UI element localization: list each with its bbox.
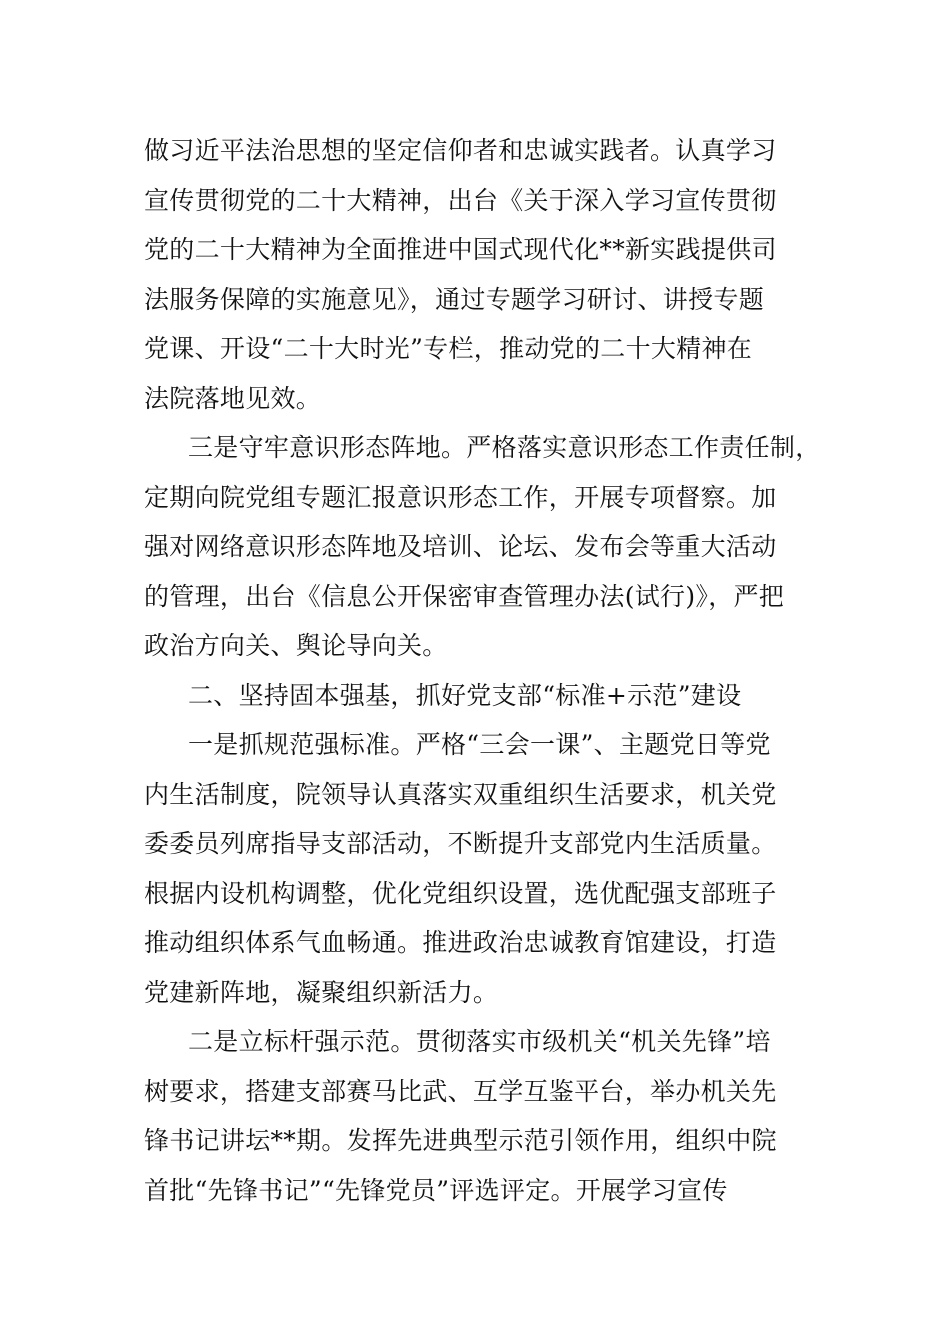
paragraph-first-line: 一是抓规范强标准。严格“三会一课”、主题党日等党	[188, 730, 771, 759]
text-line: 做习近平法治思想的坚定信仰者和忠诚实践者。认真学习	[144, 136, 777, 165]
text-line: 推动组织体系气血畅通。推进政治忠诚教育馆建设，打造	[144, 928, 777, 957]
text-line: 锋书记讲坛**期。发挥先进典型示范引领作用，组织中院	[144, 1126, 777, 1155]
document-body	[144, 126, 824, 1215]
text-line: 首批“先锋书记”“先锋党员”评选评定。开展学习宣传	[144, 1175, 728, 1205]
text-line: 党建新阵地，凝聚组织新活力。	[144, 977, 499, 1007]
paragraph-first-line: 二、坚持固本强基，抓好党支部“标准+示范”建设	[188, 680, 742, 710]
text-line: 法服务保障的实施意见》，通过专题学习研讨、讲授专题	[144, 284, 765, 314]
text-line: 委委员列席指导支部活动，不断提升支部党内生活质量。	[144, 829, 777, 858]
text-line: 强对网络意识形态阵地及培训、论坛、发布会等重大活动	[144, 532, 777, 561]
text-line: 政治方向关、舆论导向关。	[144, 631, 448, 660]
text-line: 根据内设机构调整，优化党组织设置，选优配强支部班子	[144, 878, 777, 908]
text-line: 树要求，搭建支部赛马比武、互学互鉴平台，举办机关先	[144, 1076, 777, 1106]
paragraph-first-line: 三是守牢意识形态阵地。严格落实意识形态工作责任制，	[188, 433, 821, 462]
text-line: 法院落地见效。	[144, 383, 322, 413]
text-line: 定期向院党组专题汇报意识形态工作，开展专项督察。加	[144, 482, 777, 512]
text-line: 党的二十大精神为全面推进中国式现代化**新实践提供司	[144, 235, 777, 264]
text-line: 的管理，出台《信息公开保密审查管理办法(试行)》，严把	[144, 581, 785, 611]
paragraph-first-line: 二是立标杆强示范。贯彻落实市级机关“机关先锋”培	[188, 1027, 771, 1056]
text-line: 内生活制度，院领导认真落实双重组织生活要求，机关党	[144, 779, 777, 809]
text-line: 宣传贯彻党的二十大精神，出台《关于深入学习宣传贯彻	[144, 185, 777, 215]
text-line: 党课、开设“二十大时光”专栏，推动党的二十大精神在	[144, 334, 753, 363]
